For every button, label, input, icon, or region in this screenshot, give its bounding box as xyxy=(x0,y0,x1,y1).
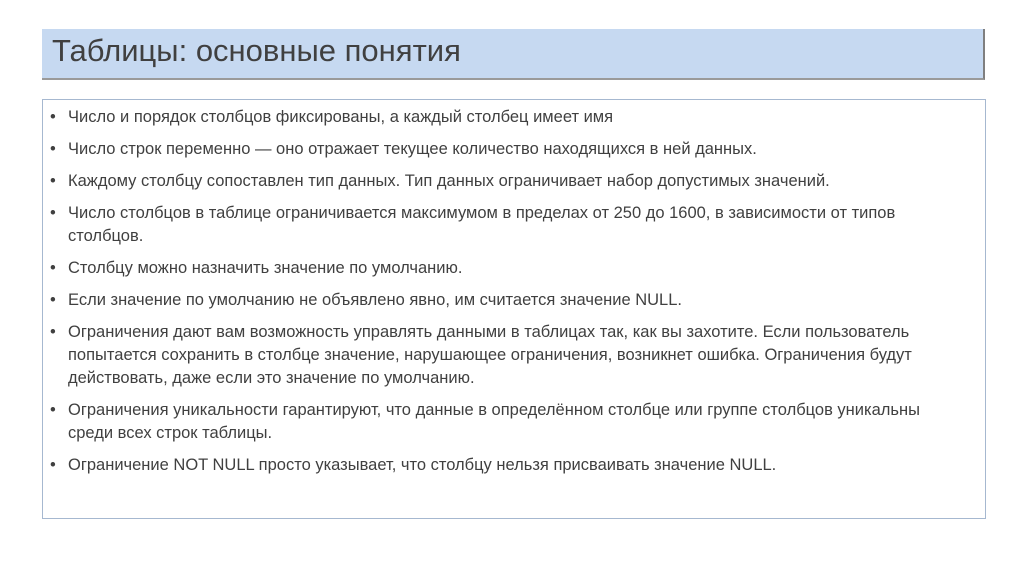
bullet-dot: • xyxy=(50,172,56,190)
bullet-item xyxy=(43,454,958,477)
bullet-dot: • xyxy=(50,323,56,341)
bullet-text: Если значение по умолчанию не объявлено явно, им считается значение NULL. xyxy=(68,291,682,309)
bullet-text: Число и порядок столбцов фиксированы, а каждый столбец имеет имя xyxy=(68,108,614,126)
bullet-item xyxy=(43,321,958,390)
bullet-dot: • xyxy=(50,259,56,277)
title-bar xyxy=(42,29,985,80)
bullet-item xyxy=(43,202,958,248)
bullet-dot: • xyxy=(50,291,56,309)
bullet-text: Ограничения уникальности гарантируют, что данные в определённом столбце или группе столбцов уникальны среди всех строк таблицы. xyxy=(68,401,920,442)
bullet-list xyxy=(43,100,985,477)
bullet-text: Каждому столбцу сопоставлен тип данных. Тип данных ограничивает набор допустимых значений. xyxy=(68,172,830,190)
bullet-text: Ограничение NOT NULL просто указывает, что столбцу нельзя присваивать значение NULL. xyxy=(68,456,777,474)
bullet-dot: • xyxy=(50,140,56,158)
bullet-item xyxy=(43,257,958,280)
bullet-item xyxy=(43,106,958,129)
bullet-item xyxy=(43,289,958,312)
slide-title: Таблицы: основные понятия xyxy=(52,33,461,68)
bullet-item xyxy=(43,399,958,445)
bullet-dot: • xyxy=(50,401,56,419)
bullet-dot: • xyxy=(50,108,56,126)
content-box xyxy=(42,99,986,519)
bullet-text: Столбцу можно назначить значение по умолчанию. xyxy=(68,259,463,277)
bullet-text: Ограничения дают вам возможность управлять данными в таблицах так, как вы захотите. Если пользователь попытается сохранить в столбце значение, нарушающее ограничения, возникнет ошибка. Ограничения будут действовать, даже если это значение по умолчанию. xyxy=(68,323,912,387)
bullet-text: Число строк переменно — оно отражает текущее количество находящихся в ней данных. xyxy=(68,140,757,158)
bullet-item xyxy=(43,138,958,161)
bullet-item xyxy=(43,170,958,193)
bullet-dot: • xyxy=(50,204,56,222)
bullet-dot: • xyxy=(50,456,56,474)
bullet-text: Число столбцов в таблице ограничивается максимумом в пределах от 250 до 1600, в зависимости от типов столбцов. xyxy=(68,204,896,245)
